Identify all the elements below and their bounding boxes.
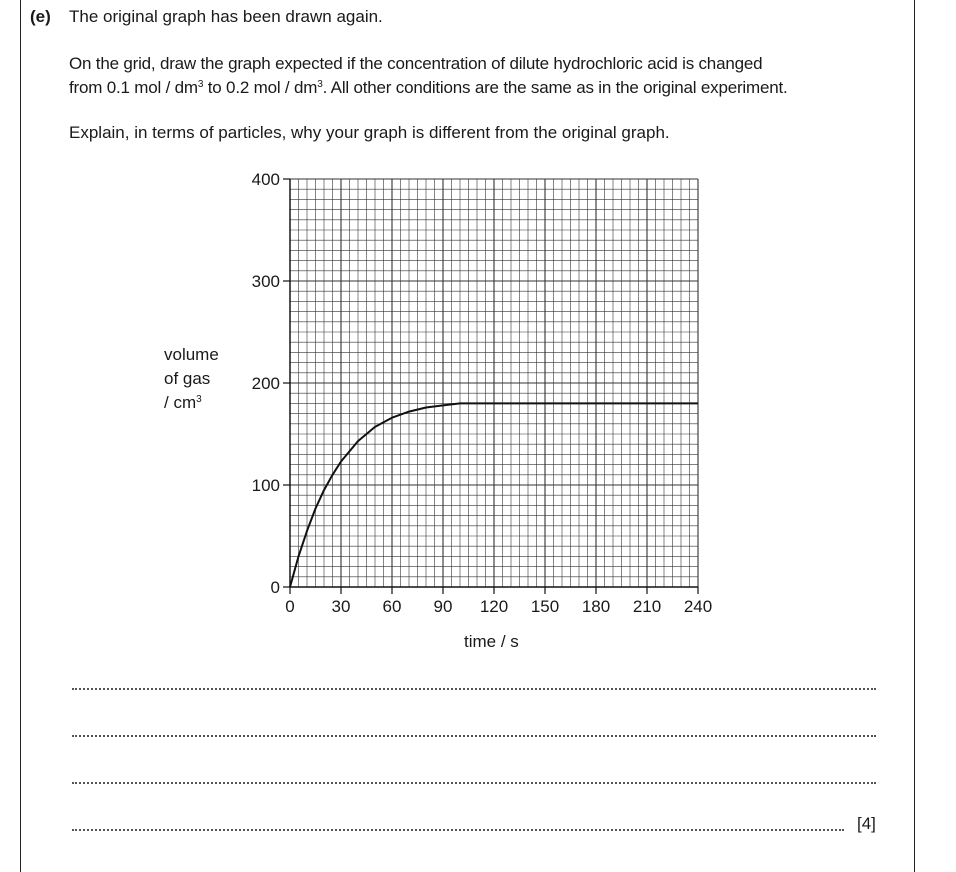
marks-label: [4] <box>857 814 876 833</box>
x-tick-label: 180 <box>581 597 611 616</box>
question-intro: The original graph has been drawn again. <box>69 7 383 26</box>
answer-line[interactable] <box>72 782 876 784</box>
y-tick-label: 0 <box>270 578 280 597</box>
x-tick-label: 210 <box>632 597 662 616</box>
instruction-line-2: from 0.1 mol / $dm^3$ to 0.2 mol / $dm^3$. All other conditions are the same as in the original experiment. <box>69 78 788 97</box>
x-tick-label: 0 <box>285 597 295 616</box>
answer-line[interactable] <box>72 688 876 690</box>
x-tick-label: 120 <box>479 597 509 616</box>
y-axis-label: volume of gas / $cm^3$ <box>164 345 219 412</box>
question-explain: Explain, in terms of particles, why your graph is different from the original graph. <box>69 123 670 142</box>
graph-grid[interactable] <box>150 165 730 630</box>
x-axis-label: time / s <box>464 632 519 651</box>
y-tick-label: 300 <box>251 272 280 291</box>
x-tick-label: 30 <box>331 597 351 616</box>
page-border-right <box>914 0 915 872</box>
y-tick-label: 200 <box>251 374 280 393</box>
y-tick-label: 400 <box>251 170 280 189</box>
answer-line[interactable] <box>72 735 876 737</box>
page-border-left <box>20 0 21 872</box>
x-tick-label: 150 <box>530 597 560 616</box>
x-tick-label: 60 <box>382 597 402 616</box>
question-label: (e) <box>30 7 51 26</box>
answer-line[interactable] <box>72 829 844 831</box>
question-instruction <box>69 52 904 100</box>
instruction-line-1: On the grid, draw the graph expected if the concentration of dilute hydrochloric acid is changed <box>69 54 763 73</box>
y-tick-label: 100 <box>251 476 280 495</box>
x-tick-label: 240 <box>683 597 713 616</box>
x-tick-label: 90 <box>433 597 453 616</box>
